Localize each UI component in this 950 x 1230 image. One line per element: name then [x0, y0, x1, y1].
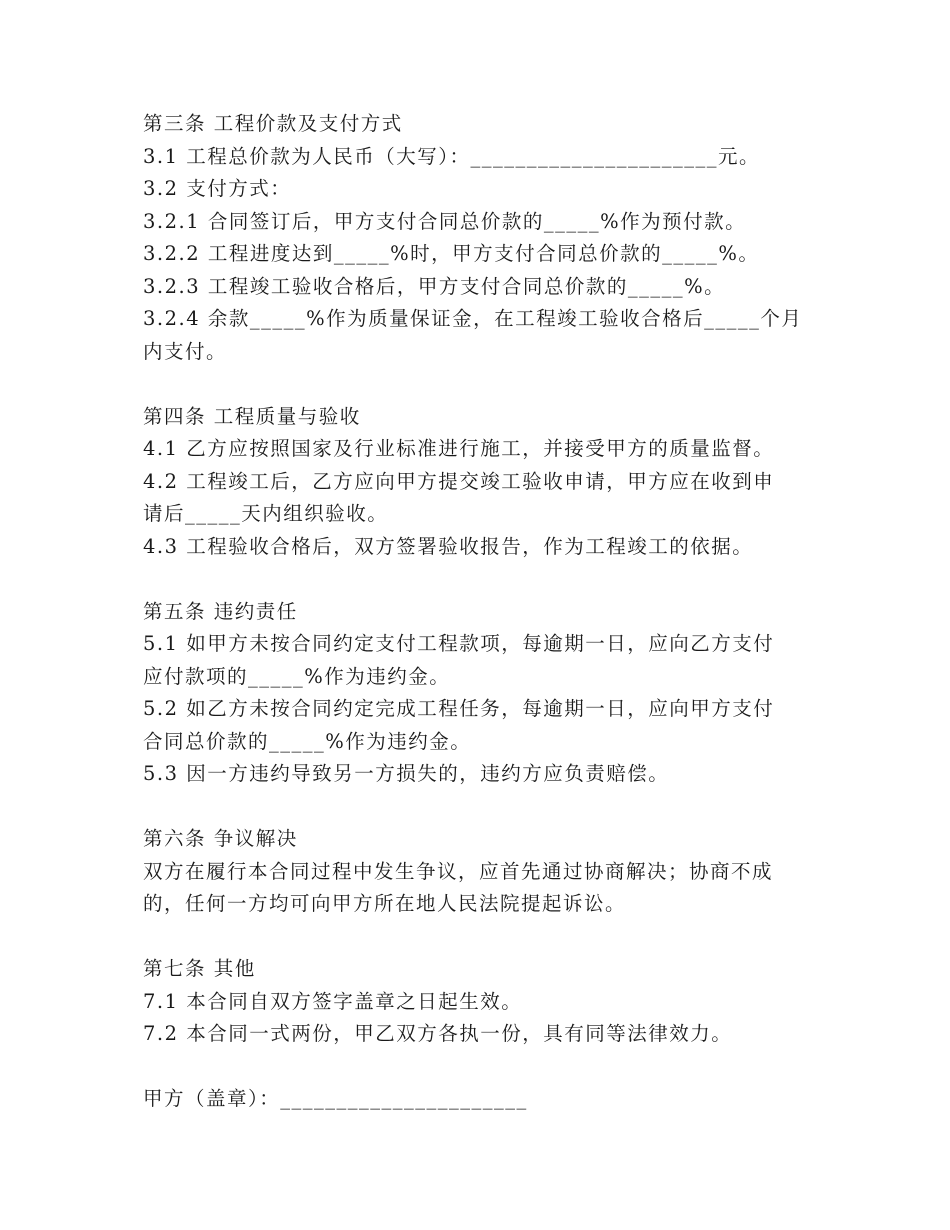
- clause-5-1: 5.1 如甲方未按合同约定支付工程款项，每逾期一日，应向乙方支付: [143, 632, 775, 655]
- clause-7-1: 7.1 本合同自双方签字盖章之日起生效。: [143, 989, 523, 1013]
- clause-5-2-cont: 合同总价款的_____%作为违约金。: [143, 729, 472, 753]
- party-a-signature-line: 甲方（盖章）：______________________: [143, 1087, 528, 1110]
- section-gap: [143, 563, 813, 596]
- clause-5-3: 5.3 因一方违约导致另一方损失的，违约方应负责赔偿。: [143, 762, 670, 785]
- section-7-title: 第七条 其他: [143, 957, 256, 980]
- clause-6-body: 双方在履行本合同过程中发生争议，应首先通过协商解决；协商不成: [143, 859, 774, 883]
- clause-3-2-1: 3.2.1 合同签订后，甲方支付合同总价款的_____%作为预付款。: [143, 209, 747, 233]
- section-gap: [143, 1051, 813, 1084]
- clause-4-2: 4.2 工程竣工后，乙方应向甲方提交竣工验收申请，甲方应在收到申: [143, 469, 775, 493]
- section-3-title: 第三条 工程价款及支付方式: [143, 112, 403, 135]
- clause-5-1-cont: 应付款项的_____%作为违约金。: [143, 664, 451, 688]
- clause-4-2-cont: 请后_____天内组织验收。: [143, 502, 389, 525]
- contract-page: [143, 108, 813, 1116]
- section-6-title: 第六条 争议解决: [143, 827, 298, 850]
- clause-3-2-2: 3.2.2 工程进度达到_____%时，甲方支付合同总价款的_____%。: [143, 242, 760, 265]
- clause-7-2: 7.2 本合同一式两份，甲乙双方各执一份，具有同等法律效力。: [143, 1022, 733, 1045]
- section-gap: [143, 791, 813, 824]
- clause-3-2-4-cont: 内支付。: [143, 339, 228, 363]
- clause-3-2-4: 3.2.4 余款_____%作为质量保证金，在工程竣工验收合格后_____个月: [143, 307, 803, 330]
- clause-4-3: 4.3 工程验收合格后，双方签署验收报告，作为工程竣工的依据。: [143, 534, 754, 558]
- clause-3-2: 3.2 支付方式：: [143, 177, 292, 200]
- clause-6-body-cont: 的，任何一方均可向甲方所在地人民法院提起诉讼。: [143, 892, 627, 915]
- section-5-title: 第五条 违约责任: [143, 599, 298, 623]
- section-gap: [143, 368, 813, 401]
- clause-3-2-3: 3.2.3 工程竣工验收合格后，甲方支付合同总价款的_____%。: [143, 274, 726, 298]
- clause-3-1: 3.1 工程总价款为人民币（大写）：______________________元。: [143, 144, 760, 168]
- section-4-title: 第四条 工程质量与验收: [143, 404, 361, 428]
- section-gap: [143, 921, 813, 954]
- clause-4-1: 4.1 乙方应按照国家及行业标准进行施工，并接受甲方的质量监督。: [143, 437, 775, 460]
- clause-5-2: 5.2 如乙方未按合同约定完成工程任务，每逾期一日，应向甲方支付: [143, 697, 775, 720]
